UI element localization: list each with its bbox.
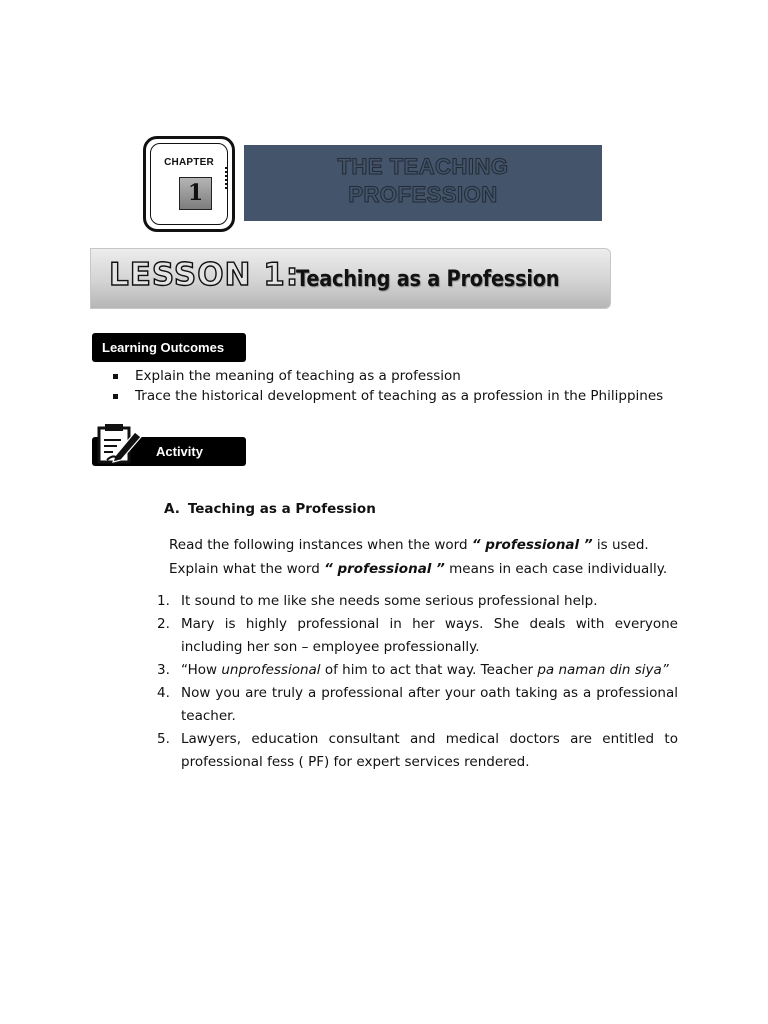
badge-decoration [225,167,229,189]
instance-text: It sound to me like she needs some serious professional help. [181,593,598,609]
chapter-title-line-2: PROFESSION [348,182,498,207]
instance-number: 4. [157,685,170,701]
instance-text: Mary is highly professional in her ways. She deals with everyone including her son – employee professionally. [181,616,678,655]
lesson-number: LESSON 1: [109,257,300,293]
instance-number: 1. [157,593,170,609]
instance-text-italic: unprofessional [221,662,321,678]
instance-item [157,682,678,728]
instruction-keyword-2: “ professional ” [324,561,445,577]
chapter-number: 1 [179,177,212,210]
activity-tag: Activity [92,437,246,466]
instance-item [157,659,678,682]
instance-text-mid: of him to act that way. Teacher [320,662,538,678]
instances-list [157,590,678,774]
chapter-title-line-1: THE TEACHING [337,154,509,179]
instance-text: Now you are truly a professional after your oath taking as a professional teacher. [181,685,678,724]
learning-outcomes-tag: Learning Outcomes [92,333,246,362]
outcome-item: Explain the meaning of teaching as a profession [113,366,663,386]
lesson-banner [90,248,611,309]
clipboard-pen-icon [97,424,143,466]
instruction-text [169,533,681,581]
instance-number: 2. [157,616,170,632]
lesson-title: Teaching as a Profession [296,267,560,292]
instruction-part-3: means in each case individually. [444,561,668,577]
instruction-part-1: Read the following instances when the word [169,537,472,553]
instance-item [157,613,678,659]
instance-item [157,590,678,613]
section-title: Teaching as a Profession [187,501,376,517]
instruction-part-2: is used. Explain what the word [169,537,649,577]
chapter-title-box [244,145,602,221]
instruction-keyword-1: “ professional ” [471,537,593,553]
instance-item [157,728,678,774]
outcomes-list [113,366,663,406]
instance-number: 5. [157,731,170,747]
outcome-item: Trace the historical development of teaching as a profession in the Philippines [113,386,663,406]
instance-text-italic: pa naman din siya” [537,662,669,678]
section-a-heading [164,501,376,517]
instance-number: 3. [157,662,170,678]
instance-text-pre: “How [181,662,222,678]
section-letter: A. [164,501,180,517]
chapter-badge [143,136,235,232]
chapter-label: CHAPTER [164,157,214,168]
instance-text: Lawyers, education consultant and medical doctors are entitled to professional fess ( PF) for expert services rendered. [181,731,678,770]
